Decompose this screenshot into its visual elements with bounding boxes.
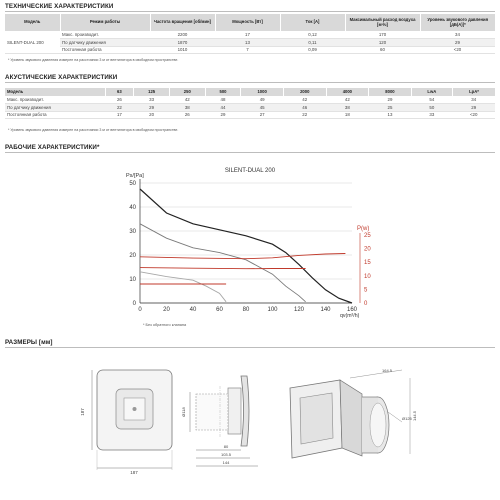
y2-tick-label: 5	[364, 287, 368, 294]
x-tick-label: 60	[216, 307, 223, 313]
iso-diameter-dimension: Ø125	[402, 416, 412, 421]
y-tick-label: 0	[132, 301, 136, 307]
table-cell: 42	[169, 96, 205, 104]
dimensions-section-title: РАЗМЕРЫ [мм]	[5, 339, 53, 346]
table-cell: 34	[452, 96, 495, 104]
tech-header-model: Модель	[5, 14, 60, 31]
table-cell: 17	[215, 31, 280, 39]
performance-chart	[0, 155, 500, 340]
acoustic-header-model: Модель	[5, 88, 105, 96]
y-tick-label: 20	[129, 253, 136, 259]
y2-tick-label: 0	[364, 301, 368, 307]
acoustic-header-500: 500	[205, 88, 241, 96]
table-cell: <20	[452, 111, 495, 119]
table-cell: Постоянная работа	[60, 46, 150, 54]
table-cell: <20	[420, 46, 495, 54]
table-cell: 38	[169, 104, 205, 112]
tech-header-power: Мощность [Вт]	[215, 14, 280, 31]
acoustic-header-lpa: LpA*	[452, 88, 495, 96]
y2-tick-label: 25	[364, 233, 371, 239]
table-cell: 22	[283, 111, 326, 119]
tech-section-divider	[5, 11, 495, 12]
table-cell: 29	[369, 96, 412, 104]
table-cell: 33	[134, 96, 170, 104]
table-cell: 49	[241, 96, 284, 104]
acoustic-header-250: 250	[169, 88, 205, 96]
table-row	[5, 39, 495, 47]
acoustic-section-divider	[5, 82, 495, 83]
dimensions-section-divider	[5, 347, 495, 348]
side-diameter-dimension: Ø118	[181, 407, 186, 417]
acoustic-footnote: * Уровень звукового давления измерен на расстоянии 3 м от вентилятора в свободном пространстве.	[8, 128, 179, 132]
chart-y-axis-label: Ps/[Pa]	[126, 173, 144, 179]
table-cell: 48	[205, 96, 241, 104]
x-tick-label: 140	[320, 307, 331, 313]
x-tick-label: 40	[189, 307, 197, 313]
y2-tick-label: 15	[364, 260, 371, 267]
table-cell: 25	[369, 104, 412, 112]
table-row	[5, 46, 495, 54]
table-cell: 0,09	[280, 46, 345, 54]
tech-header-mode: Режим работы	[60, 14, 150, 31]
acoustic-header-4000: 4000	[326, 88, 369, 96]
table-cell: Постоянная работа	[5, 111, 105, 119]
table-row	[5, 31, 495, 39]
acoustic-section-title: АКУСТИЧЕСКИЕ ХАРАКТЕРИСТИКИ	[5, 74, 118, 81]
table-cell: 2200	[150, 31, 215, 39]
table-cell: 38	[326, 104, 369, 112]
table-cell: 18	[326, 111, 369, 119]
table-cell: 120	[345, 39, 420, 47]
acoustic-header-1000: 1000	[241, 88, 284, 96]
performance-section-divider	[5, 152, 495, 153]
x-tick-label: 120	[293, 307, 305, 313]
table-cell: 44	[205, 104, 241, 112]
x-tick-label: 160	[346, 307, 358, 313]
table-cell: 29	[205, 111, 241, 119]
tech-footnote: * Уровень звукового давления измерен на расстоянии 3 м от вентилятора в свободном пространстве.	[8, 58, 179, 62]
tech-specs-table	[5, 14, 495, 54]
side-dim-1: 80	[223, 444, 229, 449]
table-cell: 0,12	[280, 31, 345, 39]
y2-tick-label: 10	[364, 273, 371, 280]
table-cell: 26	[169, 111, 205, 119]
table-cell: 17	[105, 111, 134, 119]
front-width-dimension: 187	[130, 470, 138, 475]
table-cell: 42	[283, 96, 326, 104]
x-tick-label: 0	[138, 307, 142, 313]
y-tick-label: 40	[129, 205, 136, 211]
x-tick-label: 20	[163, 307, 170, 313]
table-row	[5, 111, 495, 119]
tech-section-title: ТЕХНИЧЕСКИЕ ХАРАКТЕРИСТИКИ	[5, 3, 114, 10]
tech-header-airflow: Максимальный расход воздуха [м³/ч]	[345, 14, 420, 31]
table-cell: 34	[420, 31, 495, 39]
table-cell: 29	[452, 104, 495, 112]
acoustic-header-125: 125	[134, 88, 170, 96]
table-cell: По датчику движения	[60, 39, 150, 47]
table-cell: 7	[215, 46, 280, 54]
table-cell: 13	[215, 39, 280, 47]
chart-y2-axis-label: P(w)	[357, 226, 370, 232]
acoustic-table	[5, 88, 495, 119]
table-cell: 29	[134, 104, 170, 112]
table-row	[5, 96, 495, 104]
front-view-drawing	[80, 370, 172, 475]
table-cell: 26	[105, 96, 134, 104]
tech-header-noise: Уровень звукового давления [дБ(А)]*	[420, 14, 495, 31]
table-cell: 54	[411, 96, 452, 104]
pressure-curve-0	[140, 189, 352, 303]
table-cell: 170	[345, 31, 420, 39]
pressure-curve-1	[140, 224, 306, 302]
tech-header-rpm: Частота вращения [об/мин]	[150, 14, 215, 31]
table-cell: 45	[241, 104, 284, 112]
table-cell: 20	[134, 111, 170, 119]
performance-section-title: РАБОЧИЕ ХАРАКТЕРИСТИКИ*	[5, 144, 100, 151]
table-cell: Макс. производит.	[60, 31, 150, 39]
table-cell: 13	[369, 111, 412, 119]
pressure-curve-2	[140, 272, 226, 302]
power-curve-1	[140, 268, 306, 269]
y2-tick-label: 20	[364, 246, 371, 253]
table-row	[5, 104, 495, 112]
acoustic-header-8000: 8000	[369, 88, 412, 96]
acoustic-header-lwa: LwA	[411, 88, 452, 96]
table-cell: 50	[411, 104, 452, 112]
y-tick-label: 50	[129, 181, 136, 187]
x-tick-label: 100	[267, 307, 278, 313]
table-cell: 27	[241, 111, 284, 119]
table-cell: 1010	[150, 46, 215, 54]
x-tick-label: 80	[242, 307, 250, 313]
side-dim-3: 144	[222, 460, 230, 465]
table-cell: 1870	[150, 39, 215, 47]
iso-dim-a: 164.5	[382, 368, 393, 373]
table-cell: 22	[105, 104, 134, 112]
tech-model-cell: SILENT-DUAL 200	[5, 31, 60, 54]
chart-title: SILENT-DUAL 200	[224, 168, 276, 174]
power-curve-0	[140, 254, 345, 259]
front-height-dimension: 187	[80, 408, 85, 416]
side-dim-2: 103.5	[220, 452, 232, 457]
y-tick-label: 30	[129, 229, 136, 235]
table-cell: 46	[283, 104, 326, 112]
table-cell: 0,11	[280, 39, 345, 47]
acoustic-header-2000: 2000	[283, 88, 326, 96]
isometric-view-drawing	[290, 368, 417, 458]
chart-footnote: * Без обратного клапана	[143, 323, 187, 327]
chart-x-axis-label: qv(m³/h)	[340, 313, 360, 319]
iso-dim-b: 144.5	[412, 410, 417, 422]
side-view-drawing	[181, 376, 258, 466]
table-cell: 60	[345, 46, 420, 54]
table-cell: По датчику движения	[5, 104, 105, 112]
table-cell: 42	[326, 96, 369, 104]
tech-header-current: Ток [А]	[280, 14, 345, 31]
y-tick-label: 10	[129, 277, 136, 283]
table-cell: Макс. производит.	[5, 96, 105, 104]
acoustic-header-63: 63	[105, 88, 134, 96]
table-cell: 29	[420, 39, 495, 47]
dimensions-drawing	[0, 350, 500, 500]
table-cell: 33	[411, 111, 452, 119]
